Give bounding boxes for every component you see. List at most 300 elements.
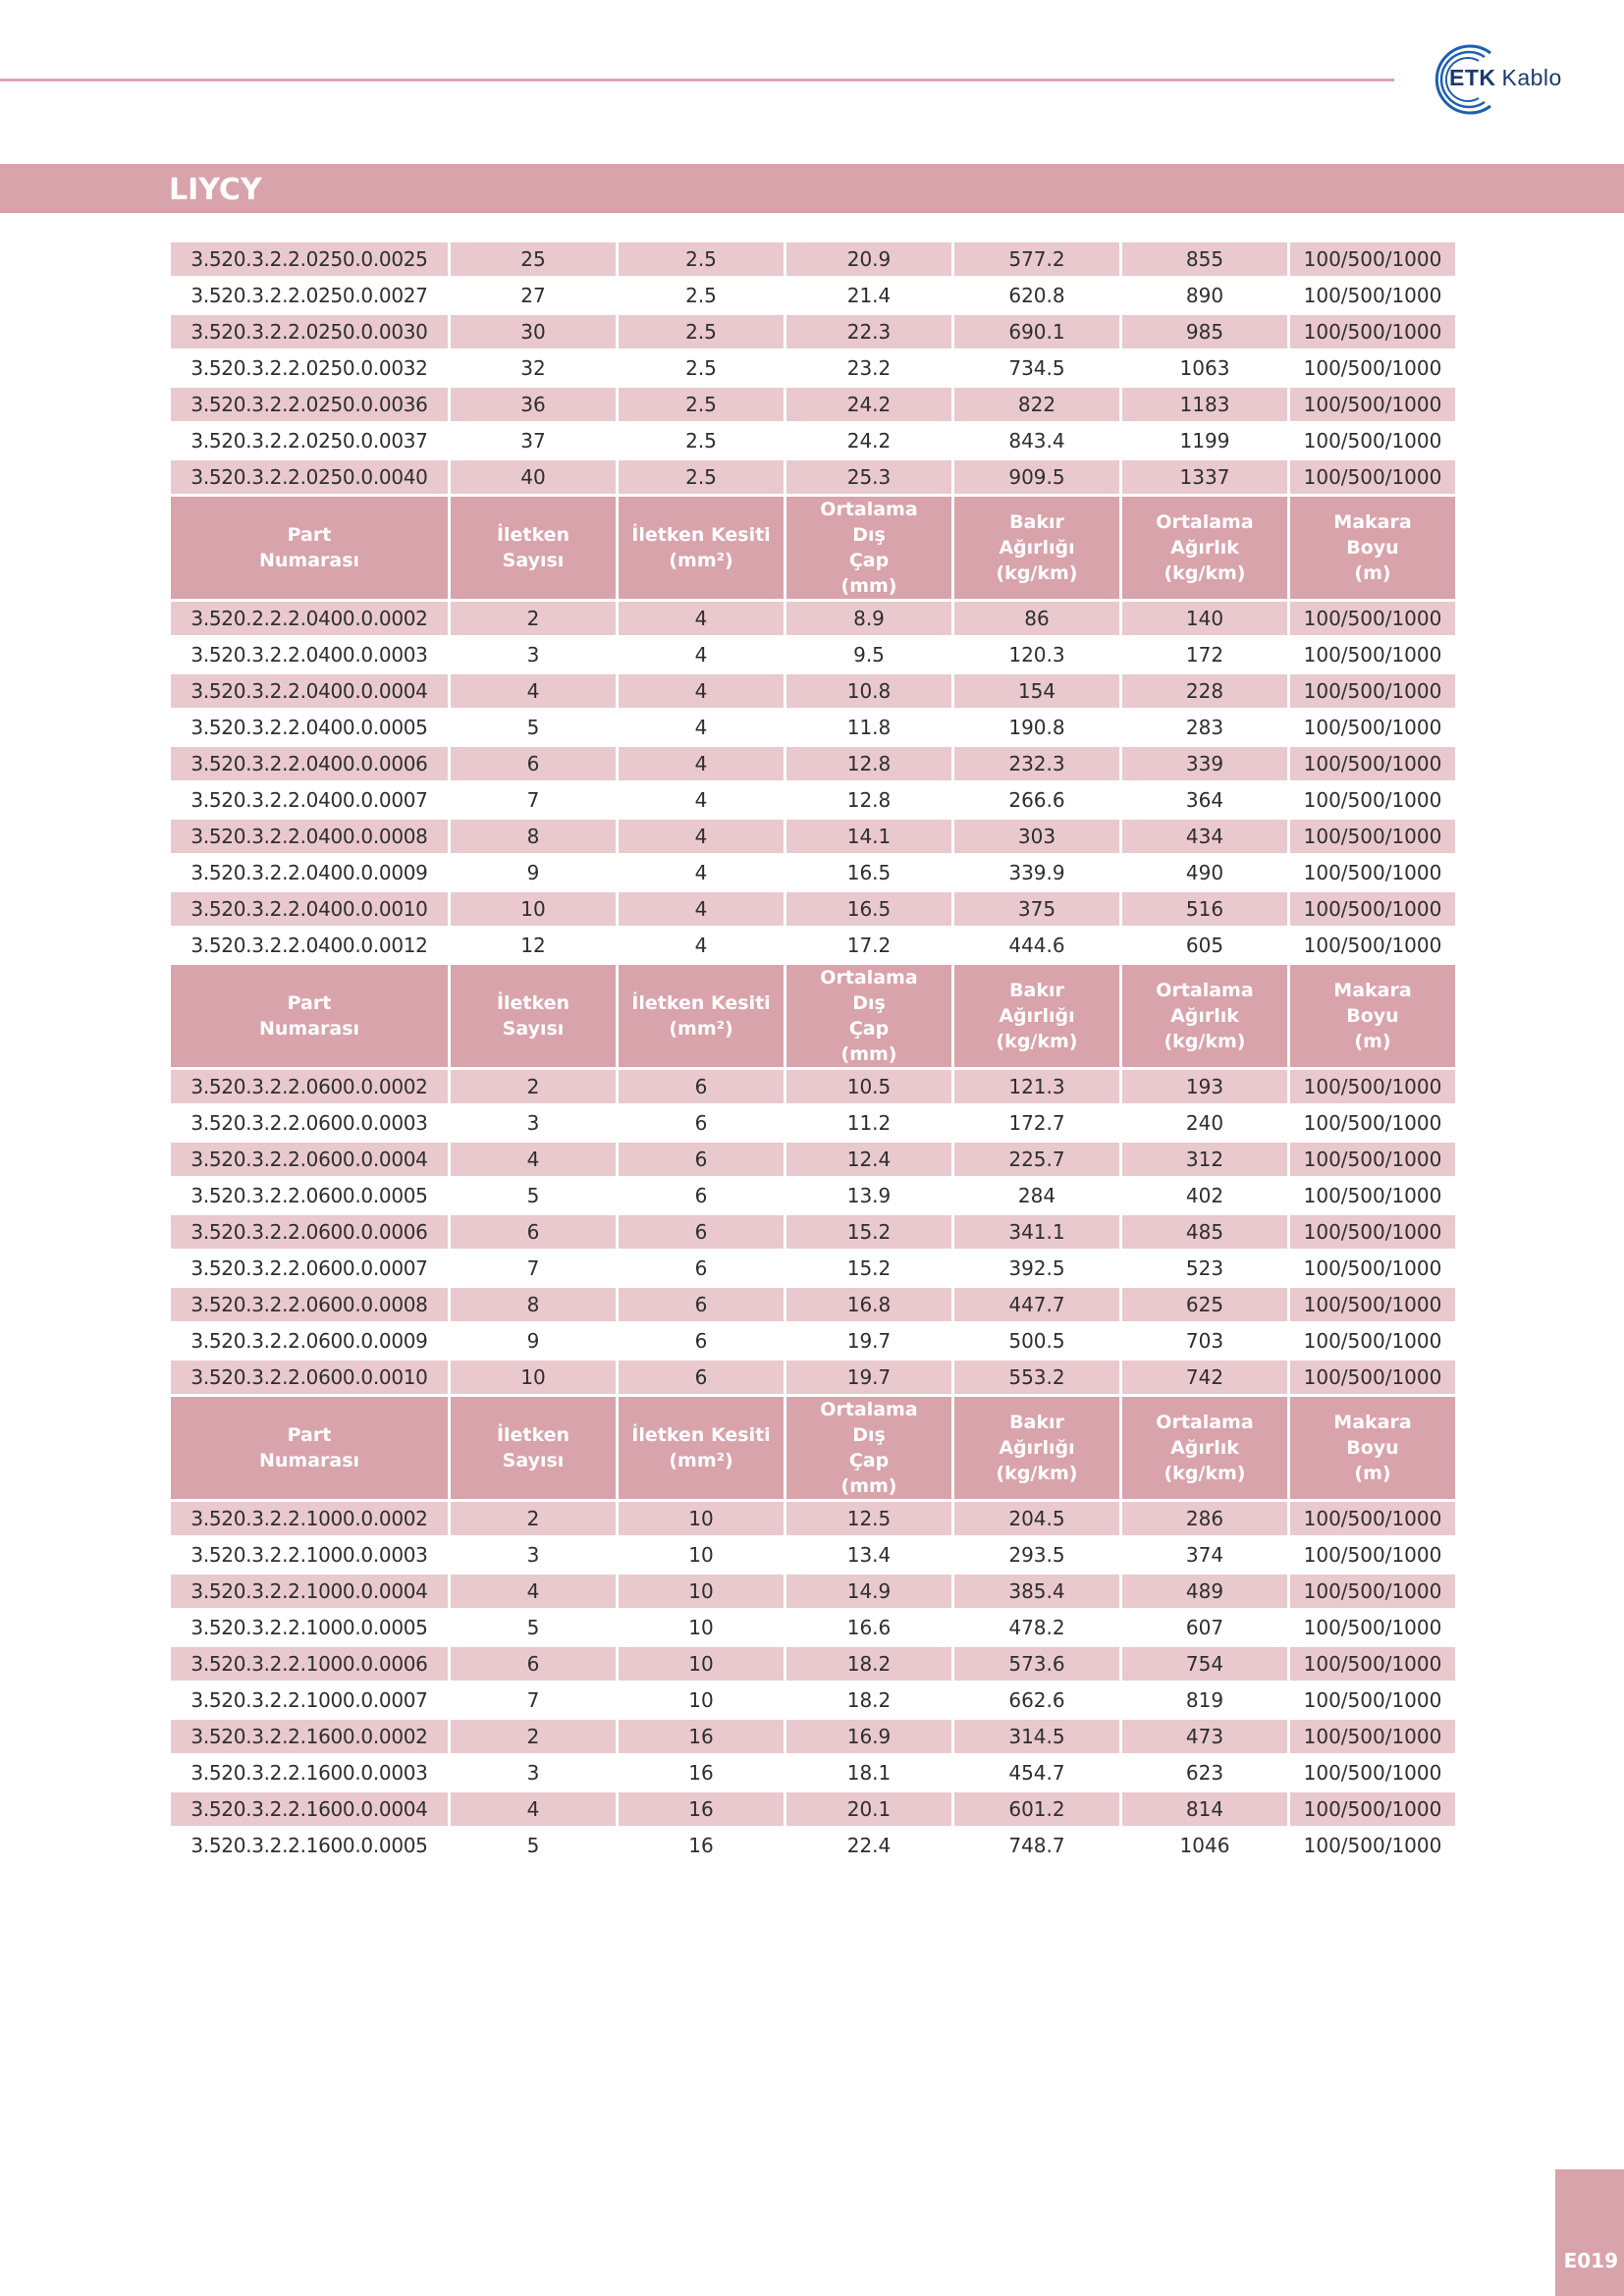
cores-cell: 5	[451, 1179, 616, 1212]
copper-weight-cell: 573.6	[954, 1647, 1119, 1681]
copper-weight-cell: 822	[954, 388, 1119, 421]
part-number-cell: 3.520.3.2.2.0600.0.0008	[171, 1288, 448, 1321]
cores-cell: 8	[451, 820, 616, 853]
section-cell: 10	[619, 1538, 784, 1572]
diameter-cell: 16.8	[786, 1288, 951, 1321]
table-row	[171, 1575, 1455, 1608]
header-diameter: Ortalama Dış Çap (mm)	[786, 497, 951, 599]
diameter-cell: 16.6	[786, 1611, 951, 1644]
table-row	[171, 674, 1455, 708]
header-section: İletken Kesiti (mm²)	[619, 497, 784, 599]
copper-weight-cell: 577.2	[954, 242, 1119, 276]
part-number-cell: 3.520.3.2.2.0600.0.0010	[171, 1361, 448, 1394]
section-cell: 4	[619, 892, 784, 926]
section-cell: 16	[619, 1756, 784, 1789]
reel-length-cell: 100/500/1000	[1290, 388, 1455, 421]
table-row	[171, 460, 1455, 494]
diameter-cell: 11.8	[786, 711, 951, 744]
table-row	[171, 1502, 1455, 1535]
section-cell: 6	[619, 1288, 784, 1321]
table-row	[171, 1215, 1455, 1249]
table-row	[171, 1792, 1455, 1826]
avg-weight-cell: 1063	[1122, 351, 1287, 385]
cores-cell: 6	[451, 1215, 616, 1249]
reel-length-cell: 100/500/1000	[1290, 1070, 1455, 1103]
table-row	[171, 1829, 1455, 1862]
avg-weight-cell: 364	[1122, 783, 1287, 817]
avg-weight-cell: 339	[1122, 747, 1287, 780]
section-cell: 10	[619, 1575, 784, 1608]
reel-length-cell: 100/500/1000	[1290, 242, 1455, 276]
part-number-cell: 3.520.3.2.2.0600.0.0009	[171, 1324, 448, 1358]
copper-weight-cell: 375	[954, 892, 1119, 926]
avg-weight-cell: 754	[1122, 1647, 1287, 1681]
table-row	[171, 315, 1455, 348]
part-number-cell: 3.520.3.2.2.0400.0.0008	[171, 820, 448, 853]
reel-length-cell: 100/500/1000	[1290, 424, 1455, 457]
copper-weight-cell: 444.6	[954, 929, 1119, 962]
part-number-cell: 3.520.3.2.2.0600.0.0003	[171, 1106, 448, 1140]
avg-weight-cell: 819	[1122, 1683, 1287, 1717]
part-number-cell: 3.520.3.2.2.0250.0.0025	[171, 242, 448, 276]
section-cell: 10	[619, 1683, 784, 1717]
cores-cell: 3	[451, 1106, 616, 1140]
header-diameter: Ortalama Dış Çap (mm)	[786, 1397, 951, 1499]
cores-cell: 2	[451, 1502, 616, 1535]
part-number-cell: 3.520.3.2.2.0600.0.0004	[171, 1143, 448, 1176]
copper-weight-cell: 190.8	[954, 711, 1119, 744]
diameter-cell: 23.2	[786, 351, 951, 385]
avg-weight-cell: 473	[1122, 1720, 1287, 1753]
table-row	[171, 242, 1455, 276]
part-number-cell: 3.520.3.2.2.1600.0.0005	[171, 1829, 448, 1862]
cores-cell: 37	[451, 424, 616, 457]
reel-length-cell: 100/500/1000	[1290, 1288, 1455, 1321]
header-copper: Bakır Ağırlığı (kg/km)	[954, 965, 1119, 1067]
part-number-cell: 3.520.3.2.2.0250.0.0037	[171, 424, 448, 457]
table-row	[171, 279, 1455, 312]
part-number-cell: 3.520.3.2.2.0600.0.0006	[171, 1215, 448, 1249]
section-cell: 2.5	[619, 279, 784, 312]
cores-cell: 6	[451, 1647, 616, 1681]
avg-weight-cell: 228	[1122, 674, 1287, 708]
copper-weight-cell: 447.7	[954, 1288, 1119, 1321]
reel-length-cell: 100/500/1000	[1290, 783, 1455, 817]
copper-weight-cell: 86	[954, 602, 1119, 635]
cores-cell: 2	[451, 1720, 616, 1753]
avg-weight-cell: 1183	[1122, 388, 1287, 421]
reel-length-cell: 100/500/1000	[1290, 1252, 1455, 1285]
cores-cell: 3	[451, 1756, 616, 1789]
diameter-cell: 12.4	[786, 1143, 951, 1176]
table-header-row	[171, 497, 1455, 599]
reel-length-cell: 100/500/1000	[1290, 460, 1455, 494]
avg-weight-cell: 814	[1122, 1792, 1287, 1826]
copper-weight-cell: 843.4	[954, 424, 1119, 457]
table-row	[171, 1647, 1455, 1681]
avg-weight-cell: 607	[1122, 1611, 1287, 1644]
part-number-cell: 3.520.3.2.2.0400.0.0010	[171, 892, 448, 926]
part-number-cell: 3.520.3.2.2.1600.0.0002	[171, 1720, 448, 1753]
cores-cell: 25	[451, 242, 616, 276]
section-cell: 2.5	[619, 388, 784, 421]
copper-weight-cell: 293.5	[954, 1538, 1119, 1572]
copper-weight-cell: 454.7	[954, 1756, 1119, 1789]
diameter-cell: 22.3	[786, 315, 951, 348]
cores-cell: 8	[451, 1288, 616, 1321]
diameter-cell: 13.4	[786, 1538, 951, 1572]
diameter-cell: 11.2	[786, 1106, 951, 1140]
header-cores: İletken Sayısı	[451, 1397, 616, 1499]
diameter-cell: 16.9	[786, 1720, 951, 1753]
table-header-row	[171, 965, 1455, 1067]
copper-weight-cell: 284	[954, 1179, 1119, 1212]
table-row	[171, 1611, 1455, 1644]
avg-weight-cell: 623	[1122, 1756, 1287, 1789]
diameter-cell: 15.2	[786, 1215, 951, 1249]
cores-cell: 2	[451, 602, 616, 635]
part-number-cell: 3.520.3.2.2.0400.0.0003	[171, 638, 448, 671]
table-row	[171, 1288, 1455, 1321]
avg-weight-cell: 516	[1122, 892, 1287, 926]
section-cell: 4	[619, 638, 784, 671]
avg-weight-cell: 1337	[1122, 460, 1287, 494]
header-part: Part Numarası	[171, 1397, 448, 1499]
part-number-cell: 3.520.3.2.2.1000.0.0006	[171, 1647, 448, 1681]
cores-cell: 3	[451, 638, 616, 671]
diameter-cell: 20.9	[786, 242, 951, 276]
diameter-cell: 14.9	[786, 1575, 951, 1608]
avg-weight-cell: 855	[1122, 242, 1287, 276]
copper-weight-cell: 478.2	[954, 1611, 1119, 1644]
header-weight: Ortalama Ağırlık (kg/km)	[1122, 497, 1287, 599]
diameter-cell: 18.2	[786, 1683, 951, 1717]
part-number-cell: 3.520.3.2.2.0400.0.0012	[171, 929, 448, 962]
cores-cell: 5	[451, 711, 616, 744]
avg-weight-cell: 1199	[1122, 424, 1287, 457]
copper-weight-cell: 154	[954, 674, 1119, 708]
part-number-cell: 3.520.3.2.2.0250.0.0036	[171, 388, 448, 421]
avg-weight-cell: 312	[1122, 1143, 1287, 1176]
reel-length-cell: 100/500/1000	[1290, 1324, 1455, 1358]
part-number-cell: 3.520.3.2.2.1600.0.0004	[171, 1792, 448, 1826]
part-number-cell: 3.520.3.2.2.0600.0.0002	[171, 1070, 448, 1103]
header-section: İletken Kesiti (mm²)	[619, 1397, 784, 1499]
copper-weight-cell: 392.5	[954, 1252, 1119, 1285]
cores-cell: 10	[451, 892, 616, 926]
cores-cell: 30	[451, 315, 616, 348]
part-number-cell: 3.520.3.2.2.0600.0.0005	[171, 1179, 448, 1212]
table-row	[171, 783, 1455, 817]
page-number: E019	[1563, 2249, 1618, 2272]
table-row	[171, 424, 1455, 457]
reel-length-cell: 100/500/1000	[1290, 638, 1455, 671]
section-cell: 2.5	[619, 351, 784, 385]
diameter-cell: 17.2	[786, 929, 951, 962]
avg-weight-cell: 193	[1122, 1070, 1287, 1103]
section-cell: 6	[619, 1215, 784, 1249]
spec-table	[168, 240, 1458, 1865]
avg-weight-cell: 374	[1122, 1538, 1287, 1572]
copper-weight-cell: 232.3	[954, 747, 1119, 780]
reel-length-cell: 100/500/1000	[1290, 1792, 1455, 1826]
page-number-tab	[1555, 2169, 1624, 2296]
cores-cell: 3	[451, 1538, 616, 1572]
table-row	[171, 1361, 1455, 1394]
table-row	[171, 1756, 1455, 1789]
diameter-cell: 21.4	[786, 279, 951, 312]
copper-weight-cell: 303	[954, 820, 1119, 853]
reel-length-cell: 100/500/1000	[1290, 1106, 1455, 1140]
diameter-cell: 13.9	[786, 1179, 951, 1212]
reel-length-cell: 100/500/1000	[1290, 711, 1455, 744]
section-cell: 4	[619, 856, 784, 889]
cores-cell: 2	[451, 1070, 616, 1103]
reel-length-cell: 100/500/1000	[1290, 315, 1455, 348]
avg-weight-cell: 985	[1122, 315, 1287, 348]
avg-weight-cell: 605	[1122, 929, 1287, 962]
header-section: İletken Kesiti (mm²)	[619, 965, 784, 1067]
table-row	[171, 602, 1455, 635]
cores-cell: 32	[451, 351, 616, 385]
part-number-cell: 3.520.3.2.2.1000.0.0002	[171, 1502, 448, 1535]
part-number-cell: 3.520.3.2.2.0400.0.0004	[171, 674, 448, 708]
part-number-cell: 3.520.3.2.2.0250.0.0030	[171, 315, 448, 348]
section-cell: 10	[619, 1611, 784, 1644]
header-part: Part Numarası	[171, 497, 448, 599]
cores-cell: 10	[451, 1361, 616, 1394]
table-row	[171, 1106, 1455, 1140]
section-cell: 2.5	[619, 242, 784, 276]
section-cell: 6	[619, 1361, 784, 1394]
diameter-cell: 16.5	[786, 892, 951, 926]
part-number-cell: 3.520.3.2.2.0250.0.0040	[171, 460, 448, 494]
diameter-cell: 15.2	[786, 1252, 951, 1285]
header-diameter: Ortalama Dış Çap (mm)	[786, 965, 951, 1067]
cores-cell: 9	[451, 856, 616, 889]
reel-length-cell: 100/500/1000	[1290, 1720, 1455, 1753]
copper-weight-cell: 204.5	[954, 1502, 1119, 1535]
avg-weight-cell: 1046	[1122, 1829, 1287, 1862]
copper-weight-cell: 339.9	[954, 856, 1119, 889]
cores-cell: 7	[451, 783, 616, 817]
copper-weight-cell: 341.1	[954, 1215, 1119, 1249]
table-row	[171, 820, 1455, 853]
logo-text	[1449, 65, 1562, 91]
diameter-cell: 12.8	[786, 783, 951, 817]
reel-length-cell: 100/500/1000	[1290, 856, 1455, 889]
cores-cell: 4	[451, 674, 616, 708]
copper-weight-cell: 748.7	[954, 1829, 1119, 1862]
section-cell: 4	[619, 711, 784, 744]
cores-cell: 7	[451, 1683, 616, 1717]
section-cell: 2.5	[619, 424, 784, 457]
cores-cell: 4	[451, 1575, 616, 1608]
cores-cell: 40	[451, 460, 616, 494]
part-number-cell: 3.520.3.2.2.0250.0.0032	[171, 351, 448, 385]
header-weight: Ortalama Ağırlık (kg/km)	[1122, 1397, 1287, 1499]
part-number-cell: 3.520.3.2.2.1000.0.0004	[171, 1575, 448, 1608]
diameter-cell: 16.5	[786, 856, 951, 889]
avg-weight-cell: 523	[1122, 1252, 1287, 1285]
table-row	[171, 747, 1455, 780]
table-row	[171, 711, 1455, 744]
diameter-cell: 8.9	[786, 602, 951, 635]
table-row	[171, 892, 1455, 926]
section-cell: 6	[619, 1106, 784, 1140]
part-number-cell: 3.520.3.2.2.0600.0.0007	[171, 1252, 448, 1285]
part-number-cell: 3.520.3.2.2.0250.0.0027	[171, 279, 448, 312]
reel-length-cell: 100/500/1000	[1290, 1215, 1455, 1249]
section-cell: 2.5	[619, 315, 784, 348]
copper-weight-cell: 120.3	[954, 638, 1119, 671]
table-row	[171, 1179, 1455, 1212]
diameter-cell: 10.5	[786, 1070, 951, 1103]
avg-weight-cell: 283	[1122, 711, 1287, 744]
part-number-cell: 3.520.3.2.2.0400.0.0009	[171, 856, 448, 889]
table-row	[171, 351, 1455, 385]
copper-weight-cell: 225.7	[954, 1143, 1119, 1176]
table-row	[171, 638, 1455, 671]
part-number-cell: 3.520.2.2.2.0400.0.0002	[171, 602, 448, 635]
copper-weight-cell: 266.6	[954, 783, 1119, 817]
diameter-cell: 19.7	[786, 1324, 951, 1358]
header-cores: İletken Sayısı	[451, 965, 616, 1067]
reel-length-cell: 100/500/1000	[1290, 674, 1455, 708]
copper-weight-cell: 690.1	[954, 315, 1119, 348]
reel-length-cell: 100/500/1000	[1290, 1575, 1455, 1608]
cores-cell: 6	[451, 747, 616, 780]
copper-weight-cell: 620.8	[954, 279, 1119, 312]
reel-length-cell: 100/500/1000	[1290, 279, 1455, 312]
copper-weight-cell: 601.2	[954, 1792, 1119, 1826]
part-number-cell: 3.520.3.2.2.0400.0.0005	[171, 711, 448, 744]
table-row	[171, 1538, 1455, 1572]
reel-length-cell: 100/500/1000	[1290, 1683, 1455, 1717]
section-cell: 4	[619, 602, 784, 635]
copper-weight-cell: 553.2	[954, 1361, 1119, 1394]
reel-length-cell: 100/500/1000	[1290, 1143, 1455, 1176]
diameter-cell: 20.1	[786, 1792, 951, 1826]
title-bar	[0, 164, 1624, 213]
copper-weight-cell: 314.5	[954, 1720, 1119, 1753]
reel-length-cell: 100/500/1000	[1290, 1538, 1455, 1572]
reel-length-cell: 100/500/1000	[1290, 1756, 1455, 1789]
section-cell: 4	[619, 747, 784, 780]
header-copper: Bakır Ağırlığı (kg/km)	[954, 497, 1119, 599]
page-title: LIYCY	[169, 173, 262, 207]
diameter-cell: 10.8	[786, 674, 951, 708]
avg-weight-cell: 625	[1122, 1288, 1287, 1321]
cores-cell: 5	[451, 1611, 616, 1644]
reel-length-cell: 100/500/1000	[1290, 1611, 1455, 1644]
part-number-cell: 3.520.3.2.2.1000.0.0005	[171, 1611, 448, 1644]
header-reel: Makara Boyu (m)	[1290, 497, 1455, 599]
header-reel: Makara Boyu (m)	[1290, 1397, 1455, 1499]
part-number-cell: 3.520.3.2.2.0400.0.0006	[171, 747, 448, 780]
reel-length-cell: 100/500/1000	[1290, 1361, 1455, 1394]
company-logo	[1422, 39, 1589, 120]
logo-light-text: Kablo	[1501, 65, 1562, 90]
table-row	[171, 388, 1455, 421]
avg-weight-cell: 140	[1122, 602, 1287, 635]
section-cell: 4	[619, 783, 784, 817]
header-part: Part Numarası	[171, 965, 448, 1067]
logo-bold-text: ETK	[1449, 65, 1496, 90]
section-cell: 16	[619, 1792, 784, 1826]
header-reel: Makara Boyu (m)	[1290, 965, 1455, 1067]
reel-length-cell: 100/500/1000	[1290, 892, 1455, 926]
part-number-cell: 3.520.3.2.2.0400.0.0007	[171, 783, 448, 817]
copper-weight-cell: 500.5	[954, 1324, 1119, 1358]
section-cell: 16	[619, 1720, 784, 1753]
reel-length-cell: 100/500/1000	[1290, 1179, 1455, 1212]
avg-weight-cell: 286	[1122, 1502, 1287, 1535]
avg-weight-cell: 890	[1122, 279, 1287, 312]
reel-length-cell: 100/500/1000	[1290, 351, 1455, 385]
copper-weight-cell: 121.3	[954, 1070, 1119, 1103]
table-row	[171, 1070, 1455, 1103]
table-row	[171, 856, 1455, 889]
section-cell: 6	[619, 1179, 784, 1212]
cores-cell: 4	[451, 1792, 616, 1826]
copper-weight-cell: 662.6	[954, 1683, 1119, 1717]
diameter-cell: 14.1	[786, 820, 951, 853]
avg-weight-cell: 489	[1122, 1575, 1287, 1608]
avg-weight-cell: 240	[1122, 1106, 1287, 1140]
section-cell: 2.5	[619, 460, 784, 494]
section-cell: 4	[619, 674, 784, 708]
diameter-cell: 22.4	[786, 1829, 951, 1862]
section-cell: 6	[619, 1070, 784, 1103]
avg-weight-cell: 485	[1122, 1215, 1287, 1249]
header-weight: Ortalama Ağırlık (kg/km)	[1122, 965, 1287, 1067]
section-cell: 4	[619, 929, 784, 962]
cores-cell: 4	[451, 1143, 616, 1176]
table-row	[171, 1143, 1455, 1176]
table-header-row	[171, 1397, 1455, 1499]
section-cell: 16	[619, 1829, 784, 1862]
reel-length-cell: 100/500/1000	[1290, 602, 1455, 635]
cores-cell: 7	[451, 1252, 616, 1285]
header-cores: İletken Sayısı	[451, 497, 616, 599]
diameter-cell: 18.1	[786, 1756, 951, 1789]
copper-weight-cell: 385.4	[954, 1575, 1119, 1608]
section-cell: 4	[619, 820, 784, 853]
table-row	[171, 1683, 1455, 1717]
part-number-cell: 3.520.3.2.2.1000.0.0007	[171, 1683, 448, 1717]
table-row	[171, 1720, 1455, 1753]
section-cell: 10	[619, 1502, 784, 1535]
avg-weight-cell: 172	[1122, 638, 1287, 671]
avg-weight-cell: 742	[1122, 1361, 1287, 1394]
cores-cell: 12	[451, 929, 616, 962]
reel-length-cell: 100/500/1000	[1290, 929, 1455, 962]
header-rule	[0, 79, 1394, 81]
diameter-cell: 12.5	[786, 1502, 951, 1535]
cores-cell: 27	[451, 279, 616, 312]
diameter-cell: 19.7	[786, 1361, 951, 1394]
diameter-cell: 24.2	[786, 424, 951, 457]
table-row	[171, 929, 1455, 962]
diameter-cell: 24.2	[786, 388, 951, 421]
diameter-cell: 12.8	[786, 747, 951, 780]
cores-cell: 36	[451, 388, 616, 421]
diameter-cell: 9.5	[786, 638, 951, 671]
reel-length-cell: 100/500/1000	[1290, 820, 1455, 853]
avg-weight-cell: 434	[1122, 820, 1287, 853]
section-cell: 6	[619, 1143, 784, 1176]
